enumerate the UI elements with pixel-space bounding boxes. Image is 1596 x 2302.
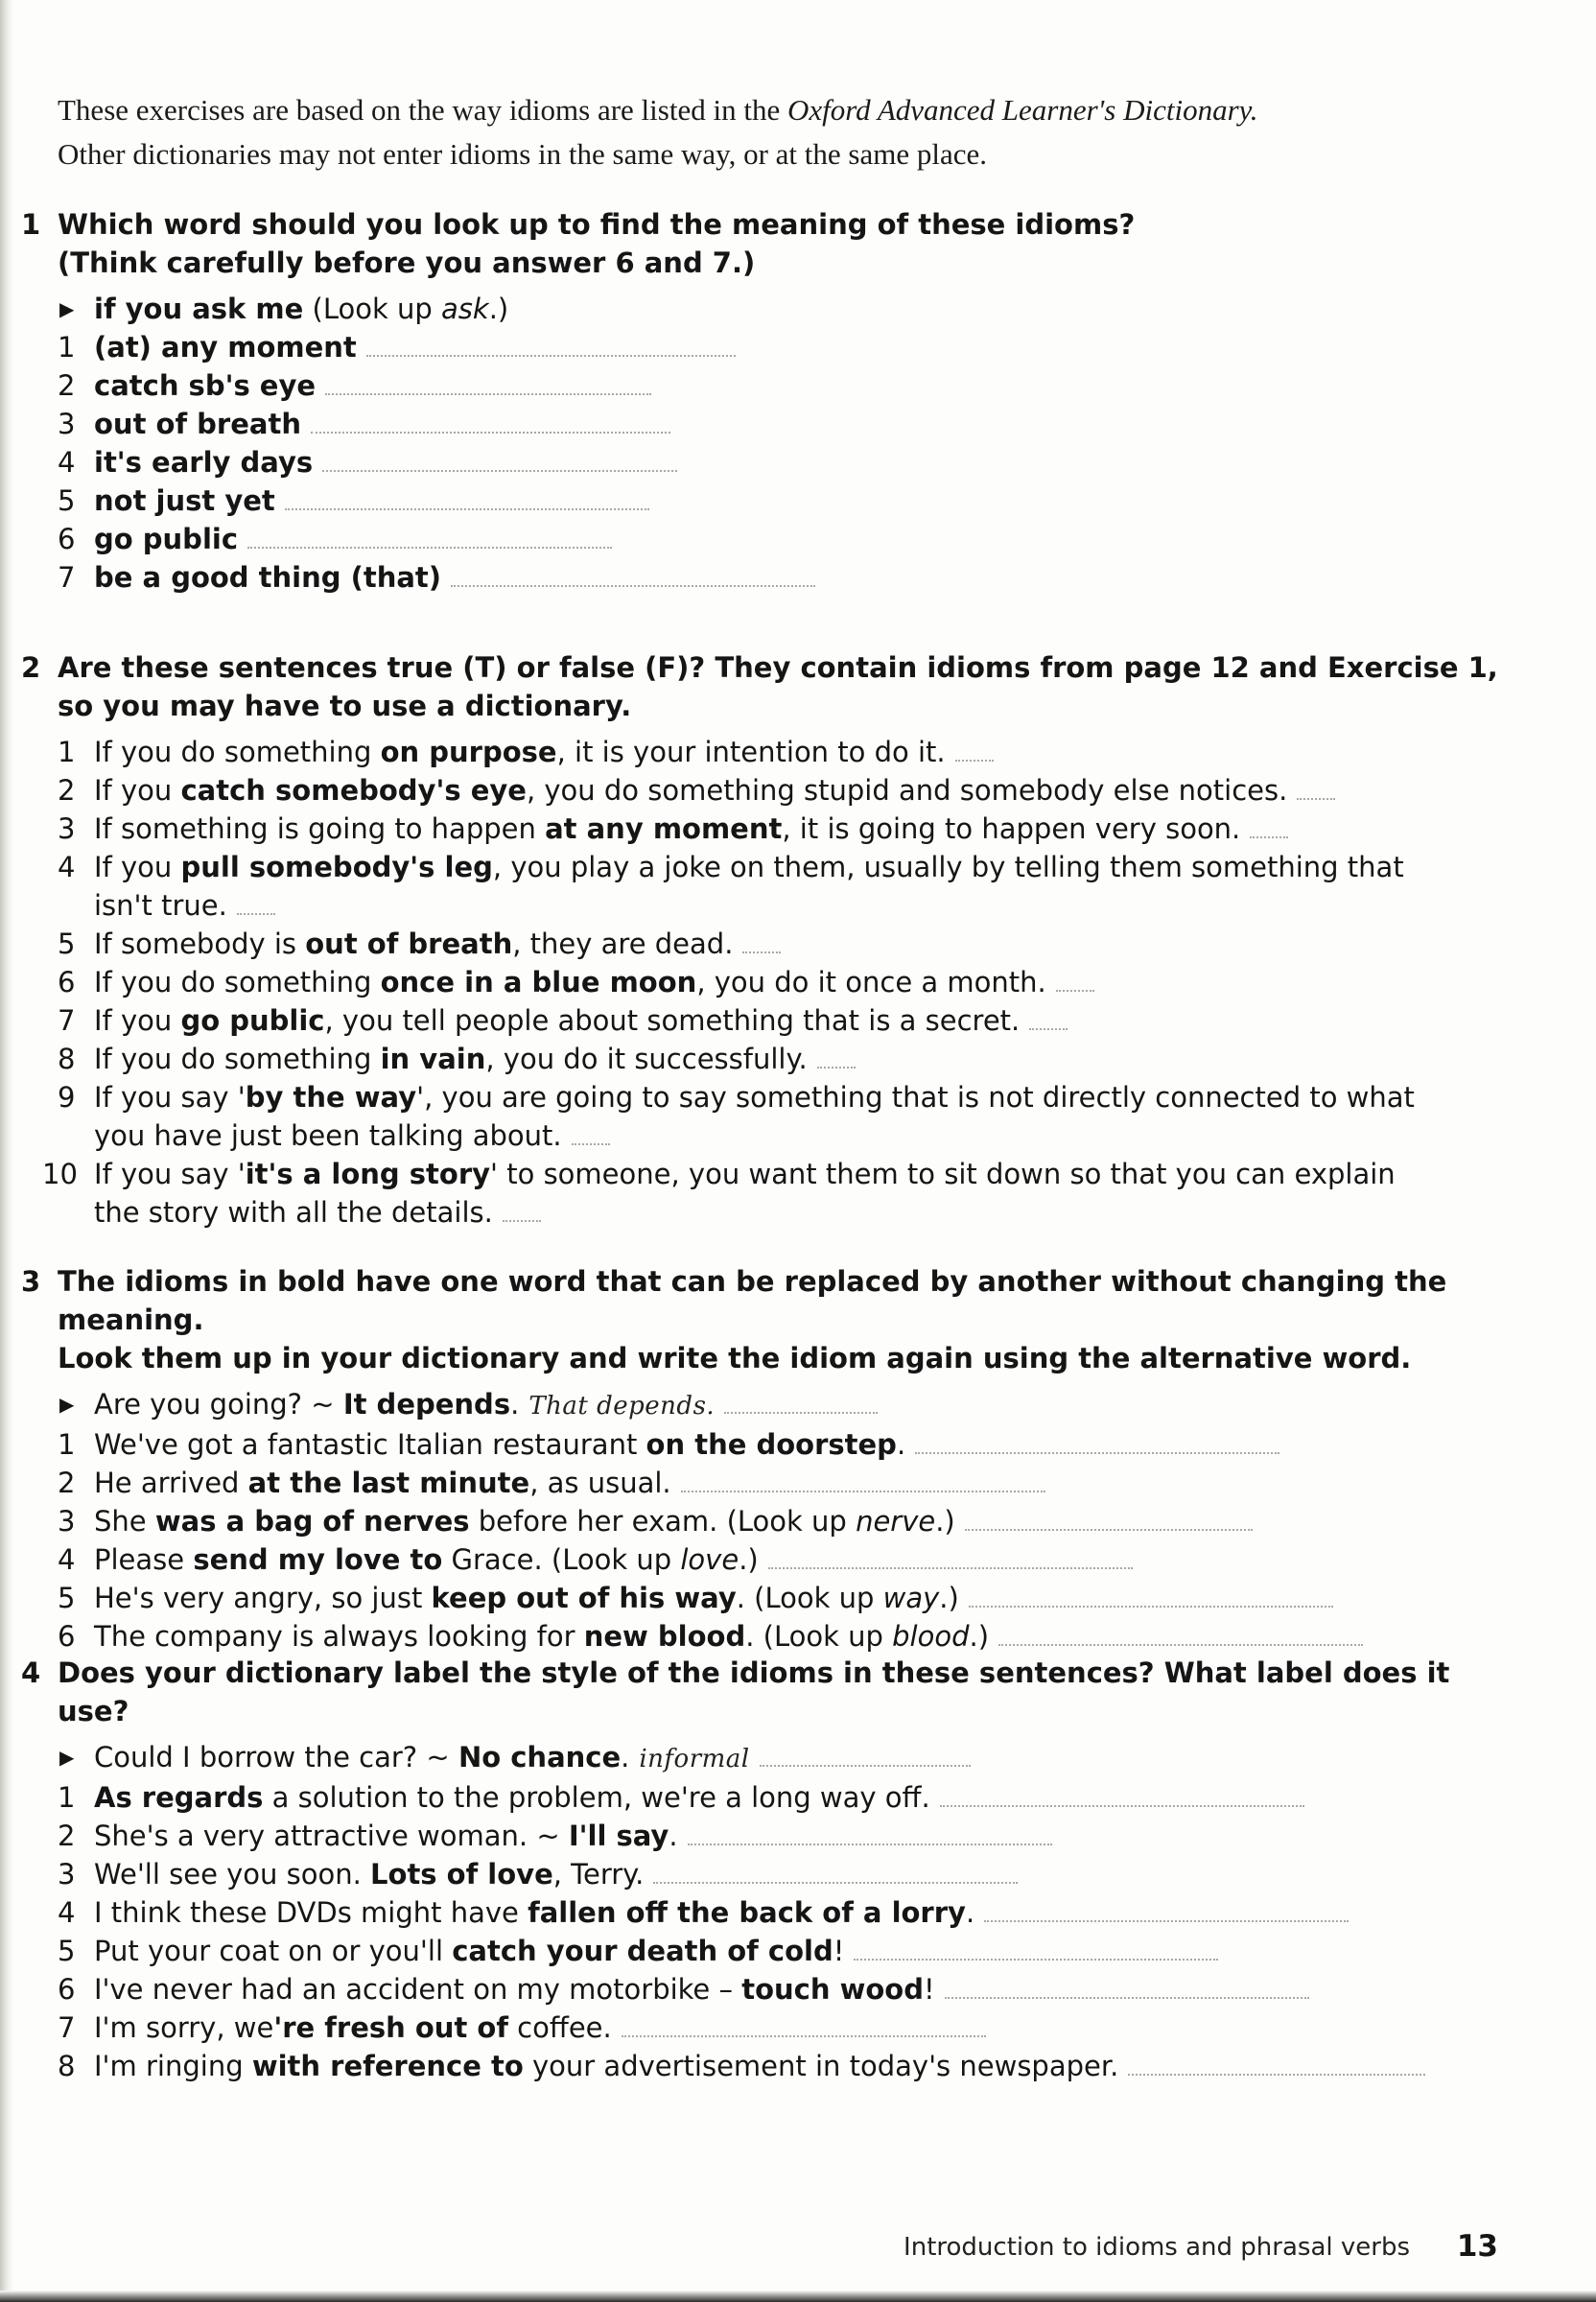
- list-item: 2 She's a very attractive woman. ~ I'll say.: [21, 1817, 1498, 1855]
- list-item: 7 I'm sorry, we're fresh out of coffee.: [21, 2008, 1498, 2047]
- answer-line[interactable]: [965, 1527, 1253, 1531]
- answer-line[interactable]: [688, 1842, 1052, 1845]
- exercise-1-heading: 1 Which word should you look up to find the meaning of these idioms? (Think carefully before you answer 6 and 7.): [21, 205, 1498, 282]
- exercise-4-list: [21, 1738, 1498, 2085]
- answer-line[interactable]: [768, 1565, 1133, 1569]
- list-item: 8 I'm ringing with reference to your advertisement in today's newspaper.: [21, 2047, 1498, 2085]
- exercise-4-heading: 4 Does your dictionary label the style of the idioms in these sentences? What label does it use?: [21, 1654, 1498, 1730]
- list-item: 3 We'll see you soon. Lots of love, Terry.: [21, 1855, 1498, 1893]
- page-number: 13: [1456, 2229, 1498, 2264]
- exercise-number: 4: [21, 1656, 41, 1689]
- answer-line[interactable]: [503, 1218, 541, 1222]
- answer-line: [760, 1763, 971, 1767]
- intro-text: [58, 88, 1400, 176]
- list-item: 5 He's very angry, so just keep out of his way. (Look up way.): [21, 1579, 1498, 1617]
- example-item: ▶ Could I borrow the car? ~ No chance. informal: [21, 1738, 1498, 1778]
- answer-line[interactable]: [854, 1957, 1218, 1961]
- list-item: 9 If you say 'by the way', you are going to say something that is not directly connected to what you have just been talking about.: [58, 1081, 1415, 1152]
- list-item: 1 If you do something on purpose, it is your intention to do it.: [21, 733, 1498, 771]
- answer-line[interactable]: [984, 1918, 1349, 1922]
- scan-bottom-edge: [0, 2290, 1596, 2302]
- answer-line[interactable]: [742, 950, 781, 953]
- answer-line[interactable]: [915, 1450, 1279, 1454]
- answer-line[interactable]: [451, 583, 815, 587]
- exercise-number: 2: [21, 651, 41, 684]
- answer-line[interactable]: [311, 430, 670, 434]
- answer-line: [724, 1410, 878, 1414]
- answer-line[interactable]: [945, 1995, 1309, 1999]
- answer-line[interactable]: [681, 1489, 1045, 1492]
- answer-line[interactable]: [366, 353, 736, 357]
- answer-line[interactable]: [817, 1065, 856, 1069]
- answer-line[interactable]: [325, 391, 651, 395]
- footer-title: Introduction to idioms and phrasal verbs: [904, 2233, 1410, 2262]
- example-item: ▶ Are you going? ~ It depends. That depends.: [21, 1385, 1498, 1425]
- answer-line[interactable]: [285, 506, 649, 510]
- answer-line[interactable]: [622, 2033, 986, 2037]
- list-item: 4 Please send my love to Grace. (Look up love.): [21, 1540, 1498, 1579]
- triangle-right-icon: ▶: [59, 1393, 75, 1416]
- exercise-number: 1: [21, 208, 41, 241]
- answer-line[interactable]: [1029, 1026, 1068, 1030]
- exercise-3: [21, 1262, 1498, 1656]
- list-item: 2 He arrived at the last minute, as usual.: [21, 1464, 1498, 1502]
- answer-line[interactable]: [572, 1141, 610, 1145]
- list-item: 10 If you say 'it's a long story' to someone, you want them to sit down so that you can explain the story with all the details.: [42, 1158, 1396, 1229]
- triangle-right-icon: ▶: [59, 1746, 75, 1769]
- answer-line[interactable]: [247, 545, 612, 549]
- list-item: 7 If you go public, you tell people about something that is a secret.: [21, 1001, 1498, 1040]
- page-footer: [904, 2229, 1515, 2267]
- answer-line[interactable]: [1056, 988, 1094, 992]
- exercise-2-list: [21, 733, 1498, 1232]
- answer-line[interactable]: [1128, 2072, 1425, 2076]
- answer-line[interactable]: [940, 1803, 1304, 1807]
- list-item: 6 I've never had an accident on my motorbike – touch wood!: [21, 1970, 1498, 2008]
- list-item: 1 As regards a solution to the problem, we're a long way off.: [21, 1778, 1498, 1817]
- list-item: 4 If you pull somebody's leg, you play a joke on them, usually by telling them something that isn't true.: [58, 851, 1404, 922]
- list-item: 6 The company is always looking for new blood. (Look up blood.): [21, 1617, 1498, 1656]
- exercise-3-heading: 3 The idioms in bold have one word that can be replaced by another without changing the meaning. Look them up in your dictionary and write the idiom again using the alternative word.: [21, 1262, 1498, 1377]
- list-item: 6 If you do something once in a blue moon, you do it once a month.: [21, 963, 1498, 1001]
- exercise-1-list: [21, 290, 1498, 597]
- answer-line[interactable]: [998, 1642, 1363, 1646]
- list-item: 6 go public: [21, 520, 1498, 558]
- exercise-4: [21, 1654, 1498, 2085]
- list-item: 2 catch sb's eye: [21, 366, 1498, 405]
- list-item: 1 We've got a fantastic Italian restaurant on the doorstep.: [21, 1425, 1498, 1464]
- list-item: 8 If you do something in vain, you do it successfully.: [21, 1040, 1498, 1078]
- intro-line-1: These exercises are based on the way idioms are listed in the Oxford Advanced Learner's Dictionary.: [58, 93, 1258, 127]
- list-item: 4 it's early days: [21, 443, 1498, 482]
- intro-line-2: Other dictionaries may not enter idioms in the same way, or at the same place.: [58, 137, 988, 171]
- answer-line[interactable]: [653, 1880, 1018, 1884]
- list-item: 5 not just yet: [21, 482, 1498, 520]
- answer-line[interactable]: [322, 468, 677, 472]
- answer-line[interactable]: [1250, 834, 1288, 838]
- handwritten-answer: informal: [639, 1745, 750, 1773]
- triangle-right-icon: ▶: [59, 297, 75, 320]
- answer-line[interactable]: [237, 911, 275, 915]
- example-item: ▶ if you ask me (Look up ask.): [21, 290, 1498, 328]
- list-item: 3 out of breath: [21, 405, 1498, 443]
- list-item: 5 Put your coat on or you'll catch your death of cold!: [21, 1932, 1498, 1970]
- list-item: 3 If something is going to happen at any moment, it is going to happen very soon.: [21, 810, 1498, 848]
- list-item: 2 If you catch somebody's eye, you do something stupid and somebody else notices.: [21, 771, 1498, 810]
- handwritten-answer: That depends.: [528, 1392, 716, 1421]
- list-item: 4 I think these DVDs might have fallen off the back of a lorry.: [21, 1893, 1498, 1932]
- list-item: 7 be a good thing (that): [21, 558, 1498, 597]
- exercise-number: 3: [21, 1265, 41, 1298]
- list-item: 5 If somebody is out of breath, they are dead.: [21, 925, 1498, 963]
- answer-line[interactable]: [955, 758, 994, 762]
- answer-line[interactable]: [969, 1604, 1333, 1608]
- exercise-2: [21, 648, 1498, 1232]
- list-item: 3 She was a bag of nerves before her exam. (Look up nerve.): [21, 1502, 1498, 1540]
- page-spine-shadow: [0, 0, 13, 2302]
- exercise-2-heading: 2 Are these sentences true (T) or false (F)? They contain idioms from page 12 and Exercise 1, so you may have to use a dictionary.: [21, 648, 1498, 725]
- list-item: 1 (at) any moment: [21, 328, 1498, 366]
- answer-line[interactable]: [1297, 796, 1335, 800]
- exercise-1: [21, 205, 1498, 597]
- exercise-3-list: [21, 1385, 1498, 1656]
